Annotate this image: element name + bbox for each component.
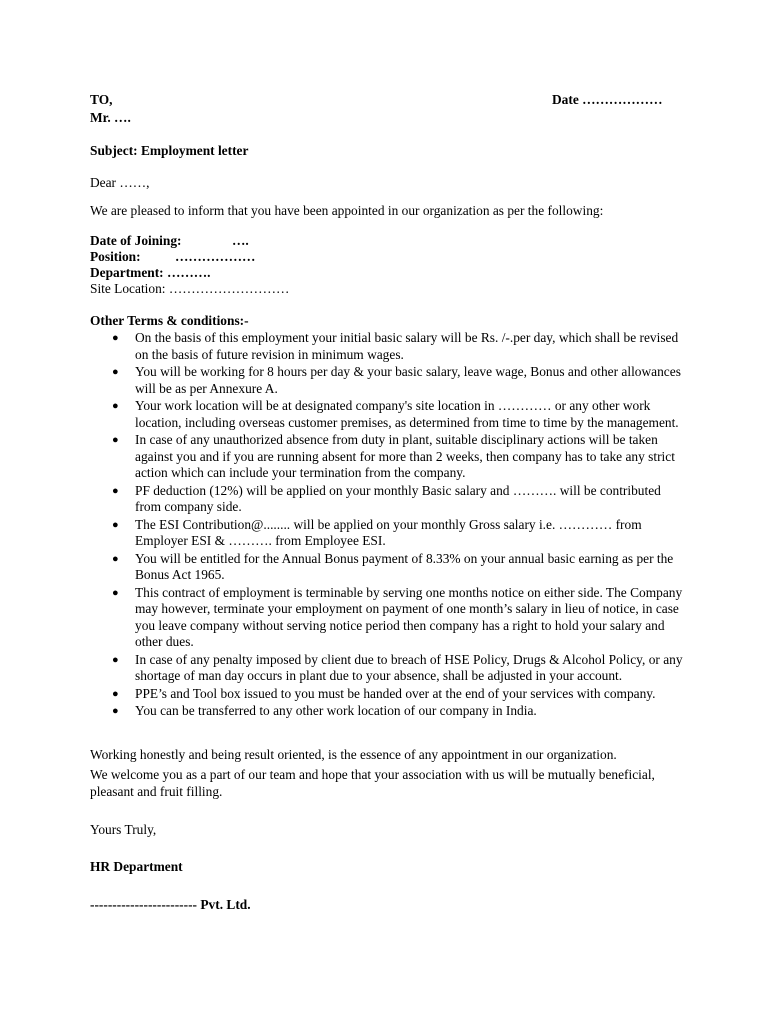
yours-truly: Yours Truly, [90, 822, 157, 837]
intro-paragraph: We are pleased to inform that you have been appointed in our organization as per the following: [90, 203, 604, 218]
joining-label: Date of Joining: [90, 233, 182, 248]
list-item: ● In case of any penalty imposed by client due to breach of HSE Policy, Drugs & Alcohol Policy, or any shortage of man day occurs in plant due to your absence, shall be adjusted in your account. [112, 651, 683, 683]
to-line: TO, [90, 92, 113, 107]
list-item: ● You can be transferred to any other work location of our company in India. [112, 703, 537, 718]
list-item: ● The ESI Contribution@........ will be applied on your monthly Gross salary i.e. ………… from Employer ESI & ………. from Employee ESI. [112, 516, 642, 548]
terms-list [90, 330, 685, 721]
department-line: Department: ………. [90, 265, 211, 280]
terms-heading: Other Terms & conditions:- [90, 313, 249, 328]
salutation: Dear ……, [90, 175, 150, 190]
company-name: ------------------------ Pvt. Ltd. [90, 897, 251, 912]
list-item: ● This contract of employment is terminable by serving one months notice on either side. The Company may however, terminate your employment on payment of one month’s salary in lieu of notice, in case you leave company without serving notice period then company has a right to hold your salary and other dues. [112, 584, 683, 649]
date-line: Date ……………… [552, 92, 663, 107]
recipient-line: Mr. …. [90, 110, 131, 125]
joining-value: …. [232, 233, 249, 248]
position-label: Position: [90, 249, 141, 264]
list-item: ● You will be entitled for the Annual Bonus payment of 8.33% on your annual basic earning as per the Bonus Act 1965. [112, 550, 674, 582]
list-item: ● You will be working for 8 hours per day & your basic salary, leave wage, Bonus and other allowances will be as per Annexure A. [112, 364, 681, 396]
subject-line: Subject: Employment letter [90, 143, 249, 158]
list-item: ● Your work location will be at designated company's site location in ………… or any other work location, including overseas customer premises, as determined from time to time by the management. [112, 398, 679, 430]
site-location-line: Site Location: ……………………… [90, 281, 290, 296]
signatory: HR Department [90, 859, 183, 874]
closing-paragraph-2: We welcome you as a part of our team and hope that your association with us will be mutually beneficial, pleasant and fruit filling. [90, 767, 655, 799]
list-item: ● PF deduction (12%) will be applied on your monthly Basic salary and ………. will be contributed from company side. [112, 482, 661, 514]
list-item: ● In case of any unauthorized absence from duty in plant, suitable disciplinary actions will be taken against you and if you are running absent for more than 2 weeks, then company has to take any strict action which can include your termination from the company. [112, 432, 675, 480]
list-item: ● PPE’s and Tool box issued to you must be handed over at the end of your services with company. [112, 685, 656, 701]
position-value: ……………… [175, 249, 256, 264]
list-item: ● On the basis of this employment your initial basic salary will be Rs. /-.per day, which shall be revised on the basis of future revision in minimum wages. [112, 330, 679, 362]
closing-paragraph-1: Working honestly and being result oriented, is the essence of any appointment in our organization. [90, 747, 617, 762]
